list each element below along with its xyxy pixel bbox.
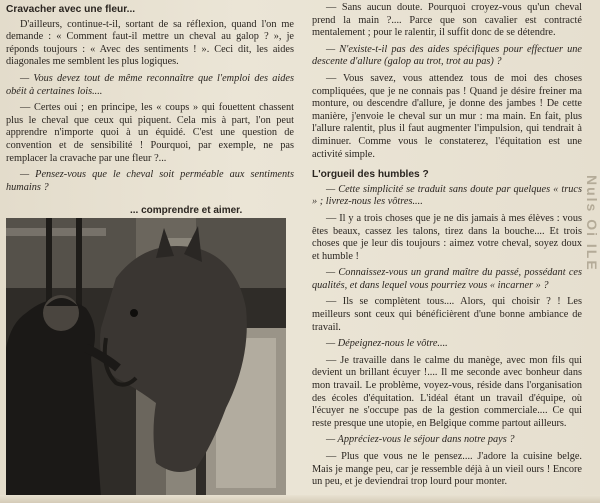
show-through-edge-text: Nuls Oi ILE xyxy=(584,175,600,272)
photo-caption: ... comprendre et aimer. xyxy=(130,205,243,216)
section-heading-cravacher: Cravacher avec une fleur... xyxy=(6,4,136,15)
paragraph: — Plus que vous ne le pensez.... J'adore la cuisine belge. Mais je mange peu, car je ressemble déjà à un vieil ours ! Encore un peu, et je deviendrai trop lourd pour monter. xyxy=(312,451,582,488)
question-paragraph: — Vous devez tout de même reconnaître que l'emploi des aides obéit à certaines lois.... xyxy=(6,72,294,97)
page-bottom-edge xyxy=(0,495,600,503)
question-paragraph: — Appréciez-vous le séjour dans notre pays ? xyxy=(326,434,515,446)
paragraph: — Vous savez, vous attendez tous de moi des choses compliquées, que je ne connais pas ! Quand je désire freiner ma monture, ou descendre d'allure, je donne des jambes ! De cette manière, j'envoie le cheval sur un mur : ma main. En fait, plus l'allure ralentit, plus il faut augmenter l'impulsion, qui tendrait à diminuer. Comme vous le constaterez, l'équitation est une activité simple. xyxy=(312,72,582,160)
paragraph: — Ils se complètent tous.... Alors, qui choisir ? ! Les meilleurs sont ceux qui bénéficièrent d'une bonne ambiance de travail. xyxy=(312,296,582,333)
question-paragraph: — N'existe-t-il pas des aides spécifiques pour effectuer une descente d'allure (galop au trot, trot au pas) ? xyxy=(312,43,582,68)
paragraph: — Je travaille dans le calme du manège, avec mon fils qui devient un brillant écuyer !.... Il me seconde avec bonheur dans mon travail. Le problème, voyez-vous, réside dans l'organisation des écoles d'équitation. L'idéal étant un travail d'équipe, où l'écuyer ne s'occupe pas de la gestion commerciale.... Ce qui reste presque une utopie, en Belgique comme partout ailleurs. xyxy=(312,354,582,429)
question-paragraph: — Cette simplicité se traduit sans doute par quelques « trucs » ; livrez-nous les vôtres.... xyxy=(312,183,582,208)
question-paragraph: — Connaissez-vous un grand maître du passé, possédant ces qualités, et dans lequel vous pourriez vous « incarner » ? xyxy=(312,267,582,291)
question-paragraph: — Dépeignez-nous le vôtre.... xyxy=(326,338,448,350)
left-column xyxy=(6,4,294,198)
paragraph: D'ailleurs, continue-t-il, sortant de sa réflexion, quand l'on me demande : « Comment faut-il mettre un cheval au galop ? », je réponds toujours : « Avec des sentiments ! ». Ceci dit, les aides diagonales me semblent les plus logiques. xyxy=(6,18,294,68)
photo-rider-and-horse xyxy=(6,218,286,497)
paragraph: — Certes oui ; en principe, les « coups » qui fouettent chassent plus le cheval que ceux qui piquent. Cela mis à part, l'on peut apprendre n'importe quoi à un équidé. C'est une question de convention et de sensibilité ! Pourquoi, par exemple, ne pas remplacer la cravache par une fleur ?... xyxy=(6,102,294,164)
paragraph: — Il y a trois choses que je ne dis jamais à mes élèves : vous êtes beaux, cassez les talons, tirez dans la bouche.... Et trois choses que je leur dis toujours : aimez votre cheval, soyez doux et humble ! xyxy=(312,212,582,262)
section-heading-orgueil: L'orgueil des humbles ? xyxy=(312,169,429,181)
question-paragraph: — Pensez-vous que le cheval soit perméable aux sentiments humains ? xyxy=(6,169,294,193)
paragraph: — Sans aucun doute. Pourquoi croyez-vous qu'un cheval prend la main ?.... Parce que son cavalier est contracté mentalement ; pour le ralentir, il suffit donc de se détendre. xyxy=(312,2,582,39)
right-column xyxy=(312,2,582,493)
photo-illustration xyxy=(6,218,286,497)
